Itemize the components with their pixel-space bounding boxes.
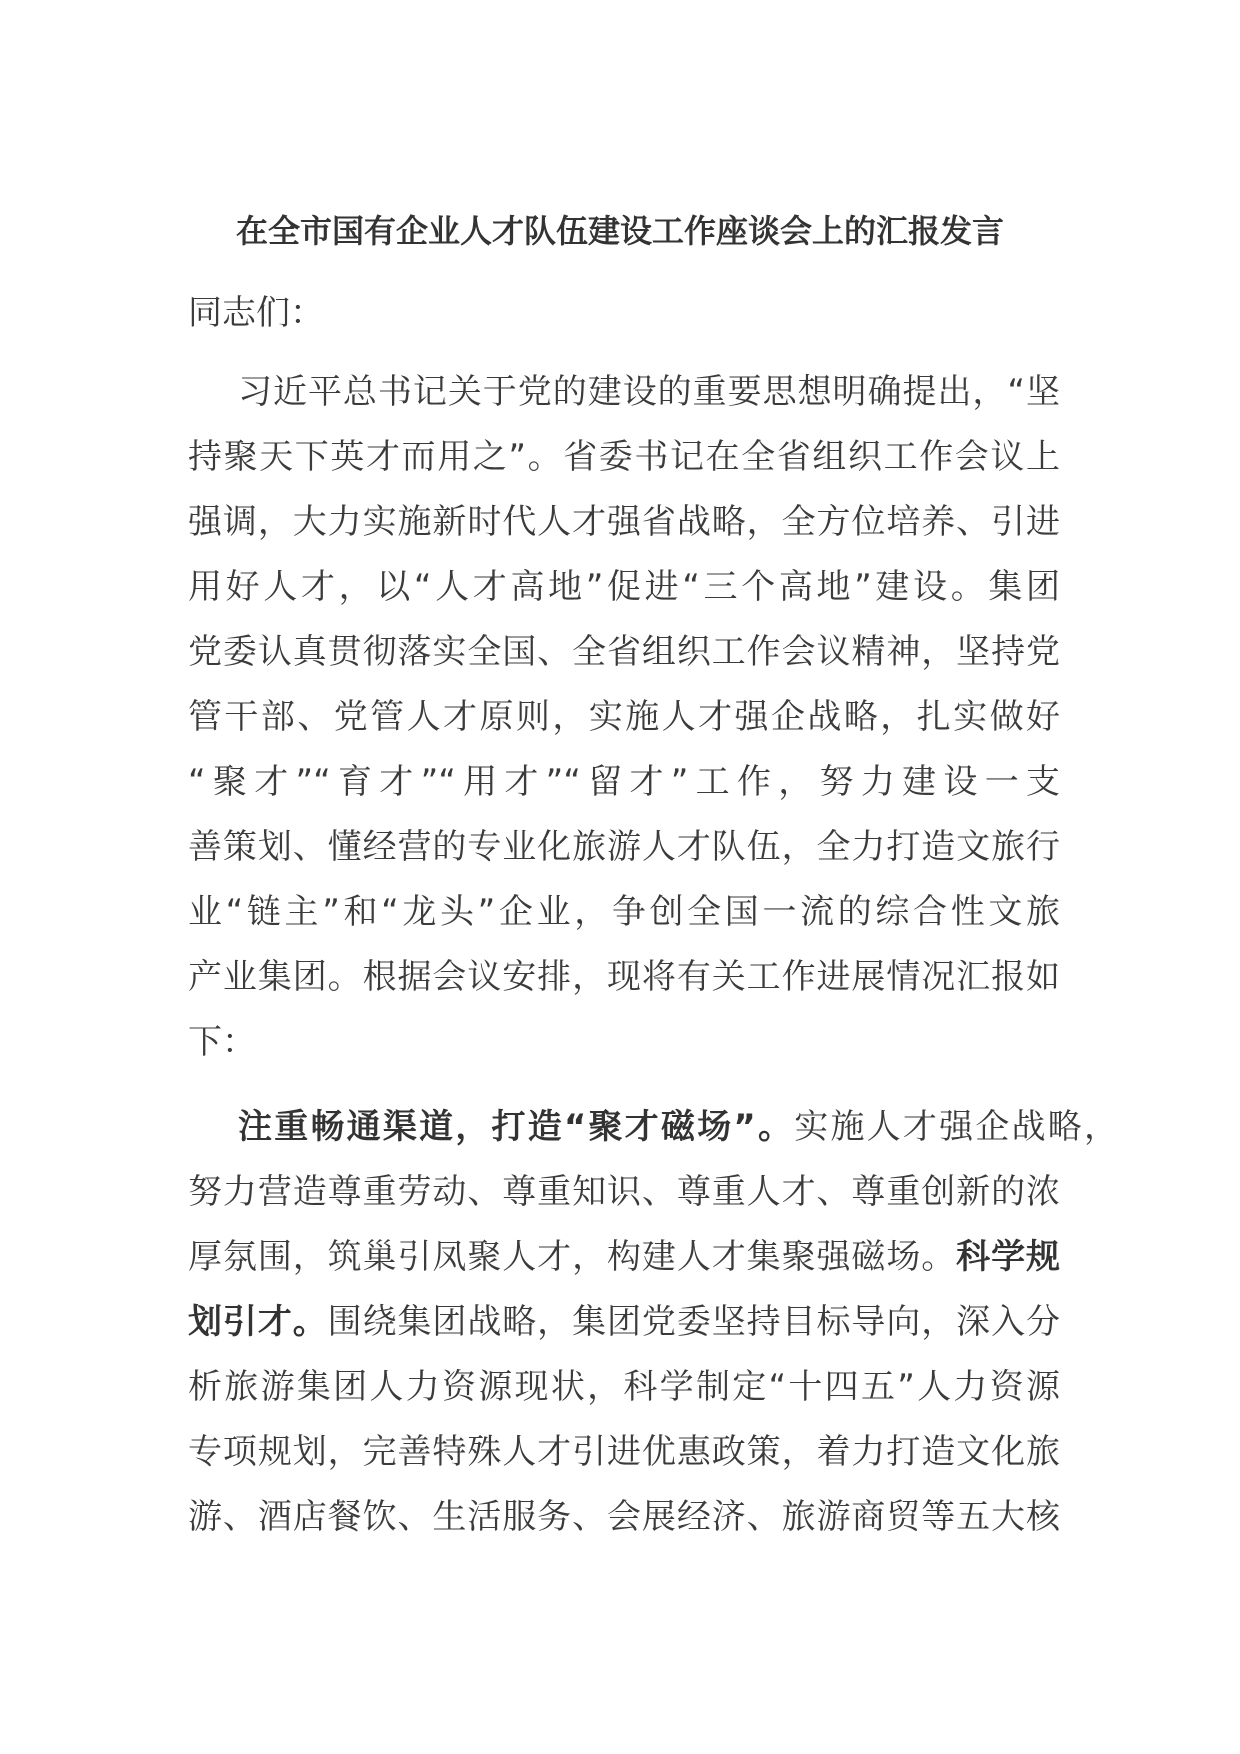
text-line — [188, 685, 1060, 750]
text-line — [188, 1225, 1060, 1290]
text-line — [188, 880, 1060, 945]
text-line — [188, 1485, 1060, 1550]
text-line — [188, 945, 1060, 1010]
text-line — [188, 1355, 1060, 1420]
bold-heading-text: 划引才。 — [188, 1302, 328, 1342]
document-title: 在全市国有企业人才队伍建设工作座谈会上的汇报发言 — [235, 212, 1004, 250]
text-line — [188, 620, 1060, 685]
body-text: 习近平总书记关于党的建设的重要思想明确提出，“坚 — [238, 372, 1060, 412]
text-line — [188, 1010, 1060, 1075]
body-text: “聚才”“育才”“用才”“留才”工作，努力建设一支 — [188, 762, 1060, 802]
text-line — [188, 1160, 1060, 1225]
body-text: 析旅游集团人力资源现状，科学制定“十四五”人力资源 — [188, 1367, 1060, 1407]
text-line — [188, 1095, 1118, 1160]
text-line — [188, 490, 1060, 555]
body-text: 实施人才强企战略， — [794, 1107, 1118, 1147]
body-text: 善策划、懂经营的专业化旅游人才队伍，全力打造文旅行 — [188, 827, 1060, 867]
body-text: 产业集团。根据会议安排，现将有关工作进展情况汇报如 — [188, 957, 1060, 997]
body-text: 管干部、党管人才原则，实施人才强企战略，扎实做好 — [188, 697, 1060, 737]
body-text: 强调，大力实施新时代人才强省战略，全方位培养、引进 — [188, 502, 1060, 542]
greeting: 同志们： — [188, 293, 324, 333]
bold-heading-text: 科学规 — [956, 1237, 1061, 1277]
body-text: 努力营造尊重劳动、尊重知识、尊重人才、尊重创新的浓 — [188, 1172, 1060, 1212]
body-text: 厚氛围，筑巢引凤聚人才，构建人才集聚强磁场。 — [188, 1237, 957, 1277]
body-text: 党委认真贯彻落实全国、全省组织工作会议精神，坚持党 — [188, 632, 1060, 672]
text-line — [188, 1290, 1060, 1355]
paragraph-intro — [188, 360, 1060, 1075]
body-text: 围绕集团战略，集团党委坚持目标导向，深入分 — [327, 1302, 1061, 1342]
body-text: 持聚天下英才而用之”。省委书记在全省组织工作会议上 — [188, 437, 1060, 477]
text-line — [188, 815, 1060, 880]
body-text: 专项规划，完善特殊人才引进优惠政策，着力打造文化旅 — [188, 1432, 1060, 1472]
body-text: 游、酒店餐饮、生活服务、会展经济、旅游商贸等五大核 — [188, 1497, 1060, 1537]
body-text: 用好人才，以“人才高地”促进“三个高地”建设。集团 — [188, 567, 1060, 607]
body-text: 业“链主”和“龙头”企业，争创全国一流的综合性文旅 — [188, 892, 1060, 932]
text-line — [188, 425, 1060, 490]
paragraph-talent-channels — [188, 1095, 1118, 1550]
bold-heading-text: 注重畅通渠道，打造“聚才磁场”。 — [238, 1107, 795, 1147]
text-line — [188, 555, 1060, 620]
body-text: 下： — [188, 1022, 256, 1062]
text-line — [188, 750, 1060, 815]
text-line — [188, 1420, 1060, 1485]
text-line — [188, 360, 1060, 425]
